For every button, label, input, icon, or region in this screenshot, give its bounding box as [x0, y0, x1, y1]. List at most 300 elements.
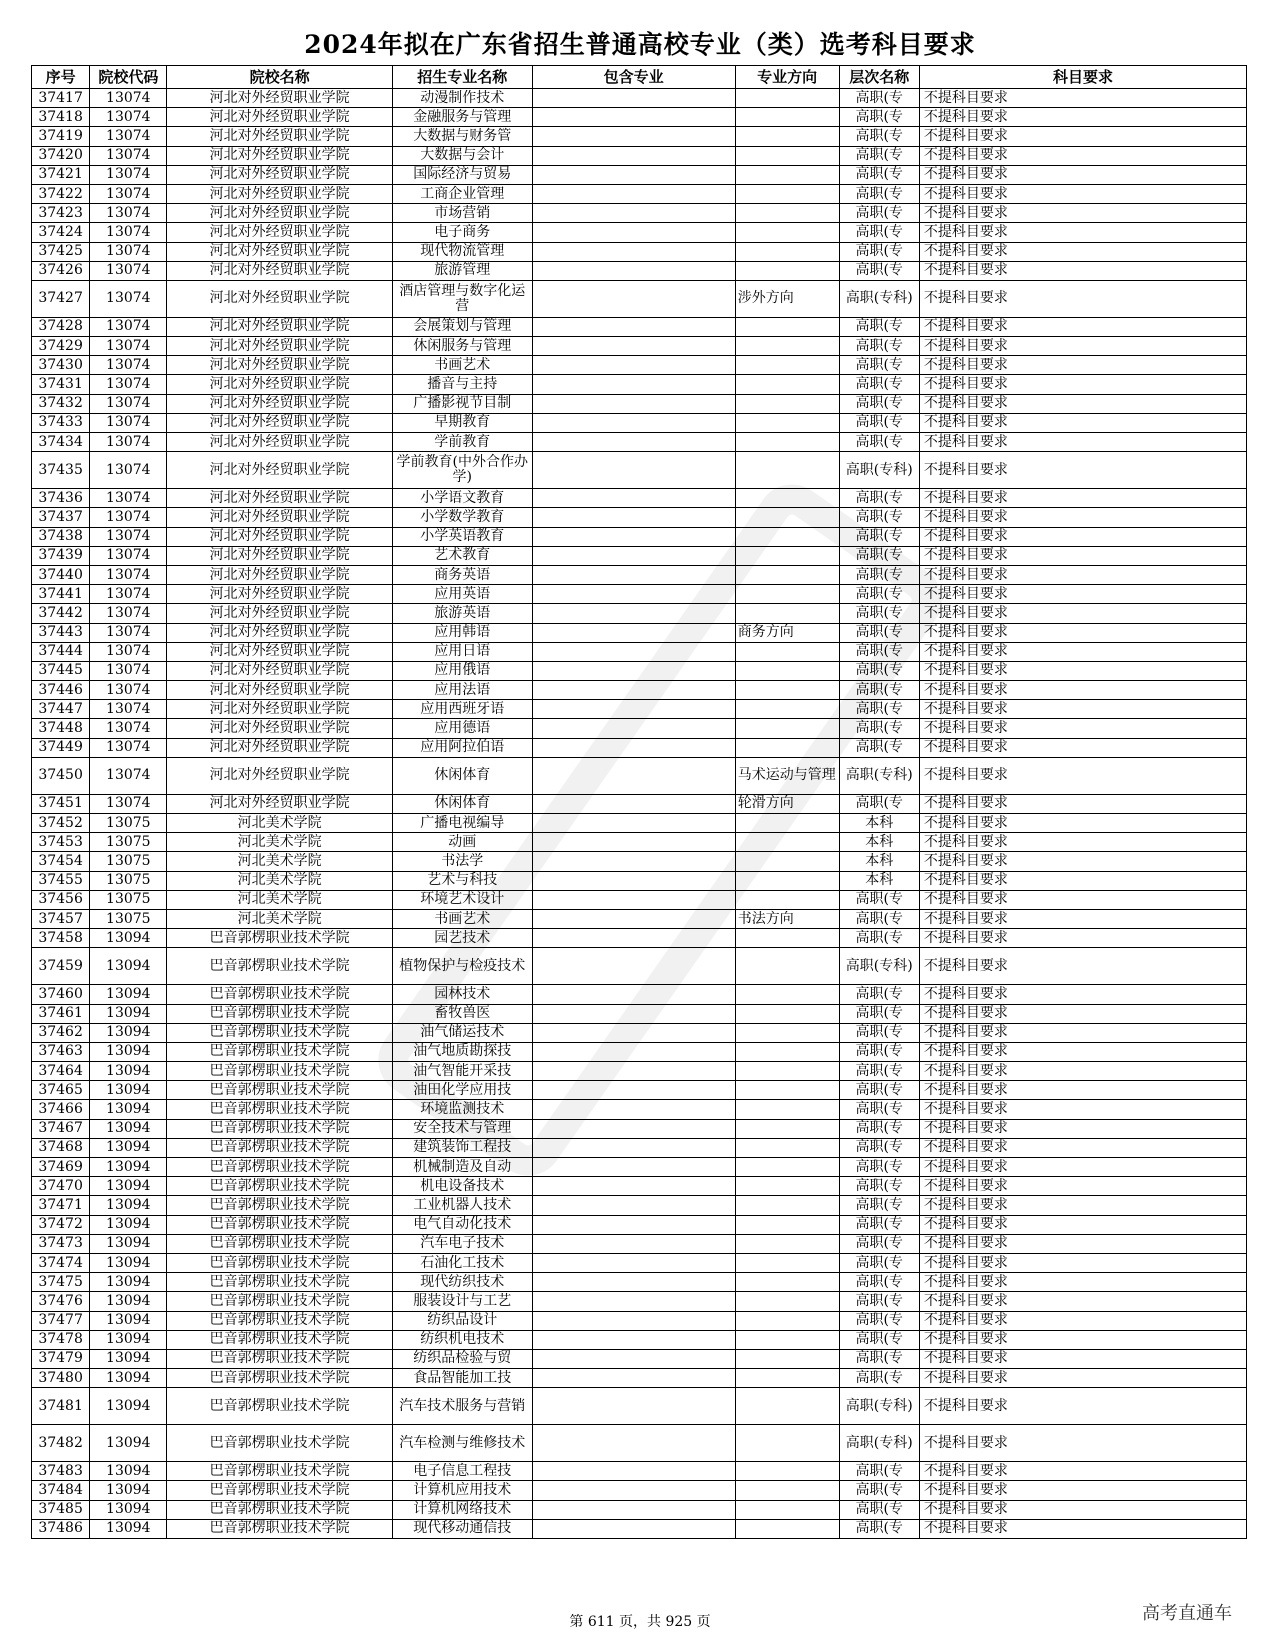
cell-school-name: 巴音郭楞职业技术学院 — [167, 1177, 392, 1196]
cell-major-name: 计算机应用技术 — [392, 1481, 532, 1500]
cell-included-majors — [532, 204, 735, 223]
cell-included-majors — [532, 546, 735, 565]
cell-level: 高职(专 — [839, 565, 919, 584]
cell-level: 高职(专 — [839, 1253, 919, 1272]
cell-subject-requirement: 不提科目要求 — [919, 317, 1246, 336]
cell-subject-requirement: 不提科目要求 — [919, 929, 1246, 948]
cell-school-code: 13074 — [90, 794, 167, 813]
cell-school-code: 13075 — [90, 814, 167, 833]
cell-school-code: 13094 — [90, 1081, 167, 1100]
cell-direction — [735, 929, 839, 948]
table-row — [32, 909, 1247, 928]
cell-school-name: 巴音郭楞职业技术学院 — [167, 1215, 392, 1234]
cell-subject-requirement: 不提科目要求 — [919, 681, 1246, 700]
cell-included-majors — [532, 527, 735, 546]
cell-direction — [735, 1481, 839, 1500]
cell-index: 37454 — [32, 852, 90, 871]
cell-school-code: 13074 — [90, 452, 167, 489]
cell-school-name: 河北对外经贸职业学院 — [167, 375, 392, 394]
cell-level: 高职(专 — [839, 1500, 919, 1519]
cell-major-name: 动画 — [392, 833, 532, 852]
cell-school-name: 河北对外经贸职业学院 — [167, 623, 392, 642]
table-row — [32, 146, 1247, 165]
table-row — [32, 948, 1247, 985]
cell-school-code: 13094 — [90, 1062, 167, 1081]
cell-included-majors — [532, 757, 735, 794]
cell-included-majors — [532, 1311, 735, 1330]
cell-subject-requirement: 不提科目要求 — [919, 565, 1246, 584]
cell-included-majors — [532, 1004, 735, 1023]
cell-direction: 商务方向 — [735, 623, 839, 642]
cell-school-code: 13074 — [90, 127, 167, 146]
cell-major-name: 旅游英语 — [392, 604, 532, 623]
cell-included-majors — [532, 280, 735, 317]
cell-level: 高职(专 — [839, 1273, 919, 1292]
table-row — [32, 1369, 1247, 1388]
cell-school-name: 巴音郭楞职业技术学院 — [167, 1349, 392, 1368]
cell-school-name: 河北对外经贸职业学院 — [167, 527, 392, 546]
cell-direction — [735, 1273, 839, 1292]
cell-major-name: 应用阿拉伯语 — [392, 738, 532, 757]
cell-included-majors — [532, 1215, 735, 1234]
cell-subject-requirement: 不提科目要求 — [919, 280, 1246, 317]
cell-direction — [735, 1234, 839, 1253]
cell-direction — [735, 585, 839, 604]
cell-included-majors — [532, 1158, 735, 1177]
cell-index: 37460 — [32, 985, 90, 1004]
cell-school-name: 巴音郭楞职业技术学院 — [167, 1138, 392, 1157]
cell-direction — [735, 127, 839, 146]
cell-subject-requirement: 不提科目要求 — [919, 375, 1246, 394]
cell-school-code: 13074 — [90, 661, 167, 680]
cell-major-name: 机电设备技术 — [392, 1177, 532, 1196]
cell-major-name: 小学英语教育 — [392, 527, 532, 546]
cell-included-majors — [532, 337, 735, 356]
cell-school-name: 河北对外经贸职业学院 — [167, 356, 392, 375]
cell-direction — [735, 604, 839, 623]
table-row — [32, 1177, 1247, 1196]
cell-school-code: 13094 — [90, 1004, 167, 1023]
table-row — [32, 1330, 1247, 1349]
cell-major-name: 纺织品检验与贸 — [392, 1349, 532, 1368]
cell-included-majors — [532, 433, 735, 452]
cell-level: 高职(专 — [839, 1023, 919, 1042]
cell-major-name: 汽车技术服务与营销 — [392, 1388, 532, 1425]
cell-subject-requirement: 不提科目要求 — [919, 546, 1246, 565]
cell-index: 37417 — [32, 89, 90, 108]
cell-school-code: 13074 — [90, 146, 167, 165]
cell-subject-requirement: 不提科目要求 — [919, 833, 1246, 852]
cell-major-name: 植物保护与检疫技术 — [392, 948, 532, 985]
table-row — [32, 719, 1247, 738]
table-row — [32, 1311, 1247, 1330]
cell-direction — [735, 223, 839, 242]
cell-school-code: 13074 — [90, 223, 167, 242]
table-row — [32, 337, 1247, 356]
cell-level: 高职(专 — [839, 1042, 919, 1061]
table-header-row — [32, 66, 1247, 89]
cell-direction — [735, 871, 839, 890]
cell-subject-requirement: 不提科目要求 — [919, 1004, 1246, 1023]
cell-subject-requirement: 不提科目要求 — [919, 1481, 1246, 1500]
cell-direction — [735, 1119, 839, 1138]
col-header-school-code: 院校代码 — [90, 66, 167, 89]
cell-direction — [735, 413, 839, 432]
cell-school-code: 13074 — [90, 489, 167, 508]
cell-index: 37428 — [32, 317, 90, 336]
table-row — [32, 1042, 1247, 1061]
table-row — [32, 317, 1247, 336]
cell-direction — [735, 833, 839, 852]
cell-included-majors — [532, 1234, 735, 1253]
cell-index: 37441 — [32, 585, 90, 604]
cell-school-name: 河北对外经贸职业学院 — [167, 394, 392, 413]
cell-major-name: 园艺技术 — [392, 929, 532, 948]
cell-level: 高职(专 — [839, 1062, 919, 1081]
table-row — [32, 1253, 1247, 1272]
cell-included-majors — [532, 642, 735, 661]
table-row — [32, 585, 1247, 604]
cell-included-majors — [532, 985, 735, 1004]
cell-direction — [735, 89, 839, 108]
cell-major-name: 金融服务与管理 — [392, 108, 532, 127]
table-row — [32, 1119, 1247, 1138]
cell-major-name: 大数据与财务管 — [392, 127, 532, 146]
table-row — [32, 1100, 1247, 1119]
cell-major-name: 会展策划与管理 — [392, 317, 532, 336]
cell-level: 高职(专 — [839, 1369, 919, 1388]
cell-level: 本科 — [839, 814, 919, 833]
table-row — [32, 1519, 1247, 1538]
table-row — [32, 700, 1247, 719]
cell-level: 高职(专 — [839, 1158, 919, 1177]
cell-subject-requirement: 不提科目要求 — [919, 1215, 1246, 1234]
cell-subject-requirement: 不提科目要求 — [919, 1023, 1246, 1042]
page-title: 2024年拟在广东省招生普通高校专业（类）选考科目要求 — [304, 30, 976, 59]
cell-included-majors — [532, 852, 735, 871]
cell-direction — [735, 1023, 839, 1042]
cell-school-name: 河北对外经贸职业学院 — [167, 223, 392, 242]
cell-included-majors — [532, 1462, 735, 1481]
cell-major-name: 早期教育 — [392, 413, 532, 432]
cell-school-name: 河北对外经贸职业学院 — [167, 204, 392, 223]
cell-major-name: 国际经济与贸易 — [392, 165, 532, 184]
cell-major-name: 书画艺术 — [392, 909, 532, 928]
cell-direction — [735, 1462, 839, 1481]
cell-included-majors — [532, 394, 735, 413]
table-row — [32, 394, 1247, 413]
cell-major-name: 应用西班牙语 — [392, 700, 532, 719]
table-row — [32, 204, 1247, 223]
cell-index: 37450 — [32, 757, 90, 794]
cell-direction — [735, 1330, 839, 1349]
cell-index: 37467 — [32, 1119, 90, 1138]
cell-subject-requirement: 不提科目要求 — [919, 127, 1246, 146]
cell-index: 37420 — [32, 146, 90, 165]
cell-index: 37481 — [32, 1388, 90, 1425]
cell-level: 高职(专 — [839, 909, 919, 928]
cell-index: 37440 — [32, 565, 90, 584]
cell-major-name: 市场营销 — [392, 204, 532, 223]
table-row — [32, 375, 1247, 394]
cell-subject-requirement: 不提科目要求 — [919, 413, 1246, 432]
cell-direction — [735, 642, 839, 661]
cell-school-name: 河北美术学院 — [167, 833, 392, 852]
cell-included-majors — [532, 413, 735, 432]
table-row — [32, 642, 1247, 661]
cell-major-name: 书法学 — [392, 852, 532, 871]
cell-major-name: 旅游管理 — [392, 261, 532, 280]
cell-index: 37429 — [32, 337, 90, 356]
cell-school-name: 河北对外经贸职业学院 — [167, 794, 392, 813]
cell-level: 高职(专科) — [839, 1425, 919, 1462]
cell-included-majors — [532, 738, 735, 757]
cell-school-code: 13074 — [90, 394, 167, 413]
cell-school-code: 13074 — [90, 261, 167, 280]
cell-major-name: 小学数学教育 — [392, 508, 532, 527]
cell-school-name: 河北对外经贸职业学院 — [167, 757, 392, 794]
cell-subject-requirement: 不提科目要求 — [919, 108, 1246, 127]
cell-index: 37425 — [32, 242, 90, 261]
cell-school-code: 13094 — [90, 1388, 167, 1425]
cell-subject-requirement: 不提科目要求 — [919, 1138, 1246, 1157]
cell-direction — [735, 1100, 839, 1119]
cell-direction — [735, 261, 839, 280]
cell-level: 高职(专 — [839, 146, 919, 165]
requirements-table — [31, 65, 1247, 1539]
cell-direction — [735, 814, 839, 833]
cell-major-name: 现代移动通信技 — [392, 1519, 532, 1538]
cell-level: 高职(专科) — [839, 1388, 919, 1425]
cell-index: 37470 — [32, 1177, 90, 1196]
cell-major-name: 艺术与科技 — [392, 871, 532, 890]
cell-major-name: 应用法语 — [392, 681, 532, 700]
cell-school-name: 巴音郭楞职业技术学院 — [167, 1100, 392, 1119]
cell-index: 37435 — [32, 452, 90, 489]
cell-index: 37423 — [32, 204, 90, 223]
cell-index: 37480 — [32, 1369, 90, 1388]
cell-school-code: 13094 — [90, 1519, 167, 1538]
cell-subject-requirement: 不提科目要求 — [919, 642, 1246, 661]
cell-school-code: 13094 — [90, 1292, 167, 1311]
table-row — [32, 184, 1247, 203]
table-row — [32, 794, 1247, 813]
cell-level: 高职(专科) — [839, 280, 919, 317]
cell-direction — [735, 204, 839, 223]
cell-level: 高职(专 — [839, 1349, 919, 1368]
table-row — [32, 757, 1247, 794]
cell-included-majors — [532, 604, 735, 623]
cell-included-majors — [532, 1425, 735, 1462]
cell-subject-requirement: 不提科目要求 — [919, 909, 1246, 928]
cell-school-name: 河北对外经贸职业学院 — [167, 508, 392, 527]
cell-direction — [735, 184, 839, 203]
cell-school-code: 13074 — [90, 337, 167, 356]
cell-school-name: 河北对外经贸职业学院 — [167, 585, 392, 604]
cell-school-code: 13074 — [90, 204, 167, 223]
cell-direction — [735, 108, 839, 127]
cell-level: 高职(专 — [839, 1234, 919, 1253]
col-header-major-name: 招生专业名称 — [392, 66, 532, 89]
cell-level: 高职(专 — [839, 394, 919, 413]
table-row — [32, 1081, 1247, 1100]
cell-included-majors — [532, 1330, 735, 1349]
cell-subject-requirement: 不提科目要求 — [919, 1062, 1246, 1081]
cell-school-code: 13074 — [90, 604, 167, 623]
cell-level: 高职(专 — [839, 527, 919, 546]
cell-subject-requirement: 不提科目要求 — [919, 452, 1246, 489]
cell-school-code: 13094 — [90, 1349, 167, 1368]
cell-school-code: 13074 — [90, 433, 167, 452]
cell-school-code: 13094 — [90, 1119, 167, 1138]
cell-school-code: 13094 — [90, 1100, 167, 1119]
cell-included-majors — [532, 184, 735, 203]
cell-major-name: 休闲体育 — [392, 794, 532, 813]
table-row — [32, 623, 1247, 642]
cell-subject-requirement: 不提科目要求 — [919, 719, 1246, 738]
cell-included-majors — [532, 1119, 735, 1138]
cell-level: 高职(专科) — [839, 757, 919, 794]
table-row — [32, 1158, 1247, 1177]
cell-level: 高职(专 — [839, 700, 919, 719]
cell-subject-requirement: 不提科目要求 — [919, 1100, 1246, 1119]
cell-index: 37464 — [32, 1062, 90, 1081]
cell-level: 高职(专 — [839, 489, 919, 508]
cell-major-name: 应用德语 — [392, 719, 532, 738]
cell-direction: 书法方向 — [735, 909, 839, 928]
table-row — [32, 1004, 1247, 1023]
cell-direction — [735, 242, 839, 261]
cell-included-majors — [532, 1177, 735, 1196]
cell-included-majors — [532, 1138, 735, 1157]
cell-index: 37483 — [32, 1462, 90, 1481]
cell-school-code: 13074 — [90, 413, 167, 432]
cell-level: 高职(专 — [839, 184, 919, 203]
cell-index: 37463 — [32, 1042, 90, 1061]
cell-level: 高职(专 — [839, 1215, 919, 1234]
cell-school-name: 河北对外经贸职业学院 — [167, 337, 392, 356]
cell-direction — [735, 1062, 839, 1081]
cell-index: 37474 — [32, 1253, 90, 1272]
cell-subject-requirement: 不提科目要求 — [919, 623, 1246, 642]
cell-included-majors — [532, 929, 735, 948]
cell-school-name: 河北对外经贸职业学院 — [167, 261, 392, 280]
cell-index: 37449 — [32, 738, 90, 757]
cell-major-name: 油气地质勘探技 — [392, 1042, 532, 1061]
cell-index: 37443 — [32, 623, 90, 642]
table-row — [32, 604, 1247, 623]
cell-school-name: 巴音郭楞职业技术学院 — [167, 1330, 392, 1349]
cell-major-name: 电气自动化技术 — [392, 1215, 532, 1234]
cell-school-code: 13074 — [90, 757, 167, 794]
cell-direction — [735, 1253, 839, 1272]
col-header-school-name: 院校名称 — [167, 66, 392, 89]
cell-index: 37426 — [32, 261, 90, 280]
cell-school-code: 13094 — [90, 1500, 167, 1519]
cell-level: 高职(专 — [839, 508, 919, 527]
table-row — [32, 1196, 1247, 1215]
cell-included-majors — [532, 700, 735, 719]
cell-direction: 涉外方向 — [735, 280, 839, 317]
cell-level: 高职(专 — [839, 738, 919, 757]
cell-school-name: 巴音郭楞职业技术学院 — [167, 985, 392, 1004]
cell-school-code: 13074 — [90, 585, 167, 604]
cell-level: 高职(专 — [839, 1100, 919, 1119]
cell-included-majors — [532, 833, 735, 852]
cell-major-name: 学前教育(中外合作办学) — [392, 452, 532, 489]
cell-major-name: 应用韩语 — [392, 623, 532, 642]
cell-major-name: 现代物流管理 — [392, 242, 532, 261]
cell-index: 37451 — [32, 794, 90, 813]
cell-school-code: 13094 — [90, 1158, 167, 1177]
cell-direction — [735, 1196, 839, 1215]
cell-major-name: 艺术教育 — [392, 546, 532, 565]
cell-major-name: 服装设计与工艺 — [392, 1292, 532, 1311]
cell-direction — [735, 1177, 839, 1196]
cell-major-name: 工业机器人技术 — [392, 1196, 532, 1215]
table-row — [32, 1425, 1247, 1462]
cell-level: 高职(专 — [839, 89, 919, 108]
cell-major-name: 广播影视节目制 — [392, 394, 532, 413]
cell-level: 高职(专 — [839, 1177, 919, 1196]
cell-subject-requirement: 不提科目要求 — [919, 661, 1246, 680]
cell-school-code: 13094 — [90, 1215, 167, 1234]
cell-level: 高职(专 — [839, 1311, 919, 1330]
cell-level: 高职(专 — [839, 127, 919, 146]
cell-school-code: 13094 — [90, 948, 167, 985]
cell-subject-requirement: 不提科目要求 — [919, 985, 1246, 1004]
cell-level: 高职(专 — [839, 108, 919, 127]
cell-index: 37437 — [32, 508, 90, 527]
cell-level: 高职(专 — [839, 604, 919, 623]
cell-included-majors — [532, 165, 735, 184]
cell-subject-requirement: 不提科目要求 — [919, 1273, 1246, 1292]
table-row — [32, 127, 1247, 146]
cell-school-code: 13074 — [90, 738, 167, 757]
cell-school-code: 13094 — [90, 1138, 167, 1157]
cell-direction — [735, 1519, 839, 1538]
cell-included-majors — [532, 909, 735, 928]
table-row — [32, 1292, 1247, 1311]
cell-index: 37442 — [32, 604, 90, 623]
cell-level: 高职(专 — [839, 165, 919, 184]
cell-direction — [735, 1388, 839, 1425]
cell-index: 37436 — [32, 489, 90, 508]
cell-subject-requirement: 不提科目要求 — [919, 814, 1246, 833]
cell-subject-requirement: 不提科目要求 — [919, 738, 1246, 757]
cell-direction — [735, 356, 839, 375]
cell-level: 高职(专 — [839, 890, 919, 909]
cell-index: 37434 — [32, 433, 90, 452]
cell-major-name: 汽车检测与维修技术 — [392, 1425, 532, 1462]
cell-included-majors — [532, 242, 735, 261]
cell-major-name: 纺织品设计 — [392, 1311, 532, 1330]
cell-school-name: 河北对外经贸职业学院 — [167, 280, 392, 317]
cell-subject-requirement: 不提科目要求 — [919, 1462, 1246, 1481]
cell-school-name: 巴音郭楞职业技术学院 — [167, 948, 392, 985]
table-row — [32, 738, 1247, 757]
cell-level: 高职(专 — [839, 413, 919, 432]
cell-subject-requirement: 不提科目要求 — [919, 794, 1246, 813]
cell-school-name: 河北美术学院 — [167, 909, 392, 928]
cell-included-majors — [532, 1292, 735, 1311]
cell-index: 37421 — [32, 165, 90, 184]
table-row — [32, 852, 1247, 871]
cell-index: 37466 — [32, 1100, 90, 1119]
cell-school-name: 巴音郭楞职业技术学院 — [167, 1253, 392, 1272]
cell-school-code: 13074 — [90, 700, 167, 719]
col-header-subject-requirement: 科目要求 — [919, 66, 1246, 89]
